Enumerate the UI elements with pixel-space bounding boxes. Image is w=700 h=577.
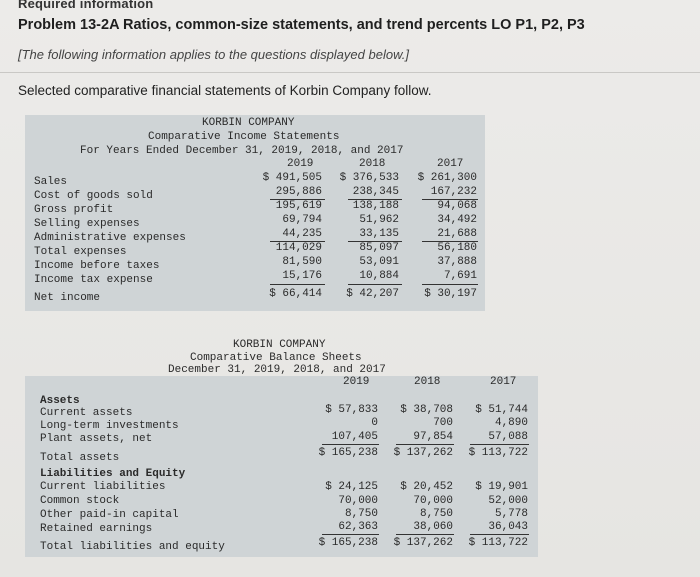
income-gp-2018: 138,188 (352, 200, 399, 212)
underline (470, 534, 529, 535)
balance-re-2019: 62,363 (338, 521, 378, 533)
balance-label-common-stock: Common stock (40, 495, 120, 507)
required-information-header: Required information (18, 0, 154, 11)
income-sell-2018: 51,962 (359, 214, 399, 226)
income-totexp-2019: 114,029 (275, 242, 322, 254)
balance-year-2018: 2018 (414, 376, 441, 388)
income-ibt-2018: 53,091 (359, 256, 399, 268)
underline (470, 444, 529, 445)
income-gp-2019: 195,619 (275, 200, 322, 212)
income-label-net: Net income (34, 292, 101, 304)
balance-opic-2019: 8,750 (344, 508, 378, 520)
balance-re-2018: 38,060 (413, 521, 453, 533)
income-year-2019: 2019 (287, 158, 314, 170)
income-ibt-2017: 37,888 (437, 256, 477, 268)
balance-label-total-assets: Total assets (40, 452, 120, 464)
balance-cs-2019: 70,000 (338, 495, 378, 507)
income-tax-2017: 7,691 (443, 270, 477, 282)
balance-year-2019: 2019 (343, 376, 370, 388)
income-label-sales: Sales (34, 176, 68, 188)
income-label-total-exp: Total expenses (34, 246, 127, 258)
balance-company: KORBIN COMPANY (233, 339, 326, 351)
balance-plant-2017: 57,088 (488, 431, 528, 443)
balance-tle-2019: $ 165,238 (318, 537, 378, 549)
balance-label-retained: Retained earnings (40, 523, 153, 535)
income-label-cogs: Cost of goods sold (34, 190, 153, 202)
income-admin-2019: 44,235 (282, 228, 322, 240)
income-year-2018: 2018 (359, 158, 386, 170)
income-label-ibt: Income before taxes (34, 260, 160, 272)
balance-cs-2017: 52,000 (488, 495, 528, 507)
income-label-admin: Administrative expenses (34, 232, 186, 244)
balance-cl-2017: $ 19,901 (475, 481, 528, 493)
income-net-2019: $ 66,414 (269, 288, 322, 300)
income-cogs-2017: 167,232 (430, 186, 477, 198)
income-label-tax: Income tax expense (34, 274, 153, 286)
balance-lti-2019: 0 (371, 417, 378, 429)
balance-re-2017: 36,043 (488, 521, 528, 533)
intro-text: Selected comparative financial statements of Korbin Company follow. (18, 83, 432, 98)
balance-period: December 31, 2019, 2018, and 2017 (168, 364, 386, 376)
income-net-2018: $ 42,207 (346, 288, 399, 300)
income-label-selling: Selling expenses (34, 218, 140, 230)
balance-ca-2019: $ 57,833 (325, 404, 378, 416)
underline (396, 444, 454, 445)
income-year-2017: 2017 (437, 158, 464, 170)
income-admin-2017: 21,688 (437, 228, 477, 240)
balance-tle-2017: $ 113,722 (468, 537, 528, 549)
income-period: For Years Ended December 31, 2019, 2018, and 2017 (80, 145, 404, 157)
income-sales-2018: $ 376,533 (339, 172, 399, 184)
balance-lti-2018: 700 (433, 417, 453, 429)
income-label-gross-profit: Gross profit (34, 204, 114, 216)
balance-tle-2018: $ 137,262 (393, 537, 453, 549)
balance-label-lt-investments: Long-term investments (40, 420, 179, 432)
balance-ta-2018: $ 137,262 (393, 447, 453, 459)
income-sales-2017: $ 261,300 (417, 172, 477, 184)
underline (322, 444, 379, 445)
balance-cl-2019: $ 24,125 (325, 481, 378, 493)
balance-title: Comparative Balance Sheets (190, 352, 362, 364)
balance-label-other-paid-in: Other paid-in capital (40, 509, 179, 521)
income-gp-2017: 94,068 (437, 200, 477, 212)
balance-cs-2018: 70,000 (413, 495, 453, 507)
balance-label-current-liab: Current liabilities (40, 481, 166, 493)
balance-ta-2019: $ 165,238 (318, 447, 378, 459)
income-cogs-2018: 238,345 (352, 186, 399, 198)
income-title: Comparative Income Statements (148, 131, 340, 143)
income-sell-2019: 69,794 (282, 214, 322, 226)
balance-label-current-assets: Current assets (40, 407, 133, 419)
balance-ta-2017: $ 113,722 (468, 447, 528, 459)
income-sell-2017: 34,492 (437, 214, 477, 226)
income-totexp-2017: 56,180 (437, 242, 477, 254)
balance-label-plant: Plant assets, net (40, 433, 153, 445)
balance-cl-2018: $ 20,452 (400, 481, 453, 493)
income-sales-2019: $ 491,505 (262, 172, 322, 184)
balance-liab-heading: Liabilities and Equity (40, 468, 186, 480)
info-note: [The following information applies to the questions displayed below.] (18, 47, 409, 62)
balance-plant-2019: 107,405 (331, 431, 378, 443)
balance-lti-2017: 4,890 (494, 417, 528, 429)
balance-opic-2018: 8,750 (419, 508, 453, 520)
income-net-2017: $ 30,197 (424, 288, 477, 300)
balance-year-2017: 2017 (490, 376, 517, 388)
income-company: KORBIN COMPANY (202, 117, 295, 129)
balance-ca-2017: $ 51,744 (475, 404, 528, 416)
problem-title: Problem 13-2A Ratios, common-size statements, and trend percents LO P1, P2, P3 (18, 17, 585, 33)
balance-label-total-le: Total liabilities and equity (40, 541, 225, 553)
income-ibt-2019: 81,590 (282, 256, 322, 268)
underline (396, 534, 454, 535)
balance-ca-2018: $ 38,708 (400, 404, 453, 416)
balance-assets-heading: Assets (40, 395, 80, 407)
income-admin-2018: 33,135 (359, 228, 399, 240)
balance-opic-2017: 5,778 (494, 508, 528, 520)
income-cogs-2019: 295,886 (275, 186, 322, 198)
income-totexp-2018: 85,097 (359, 242, 399, 254)
income-tax-2019: 15,176 (282, 270, 322, 282)
balance-plant-2018: 97,854 (413, 431, 453, 443)
income-tax-2018: 10,884 (359, 270, 399, 282)
underline (322, 534, 379, 535)
